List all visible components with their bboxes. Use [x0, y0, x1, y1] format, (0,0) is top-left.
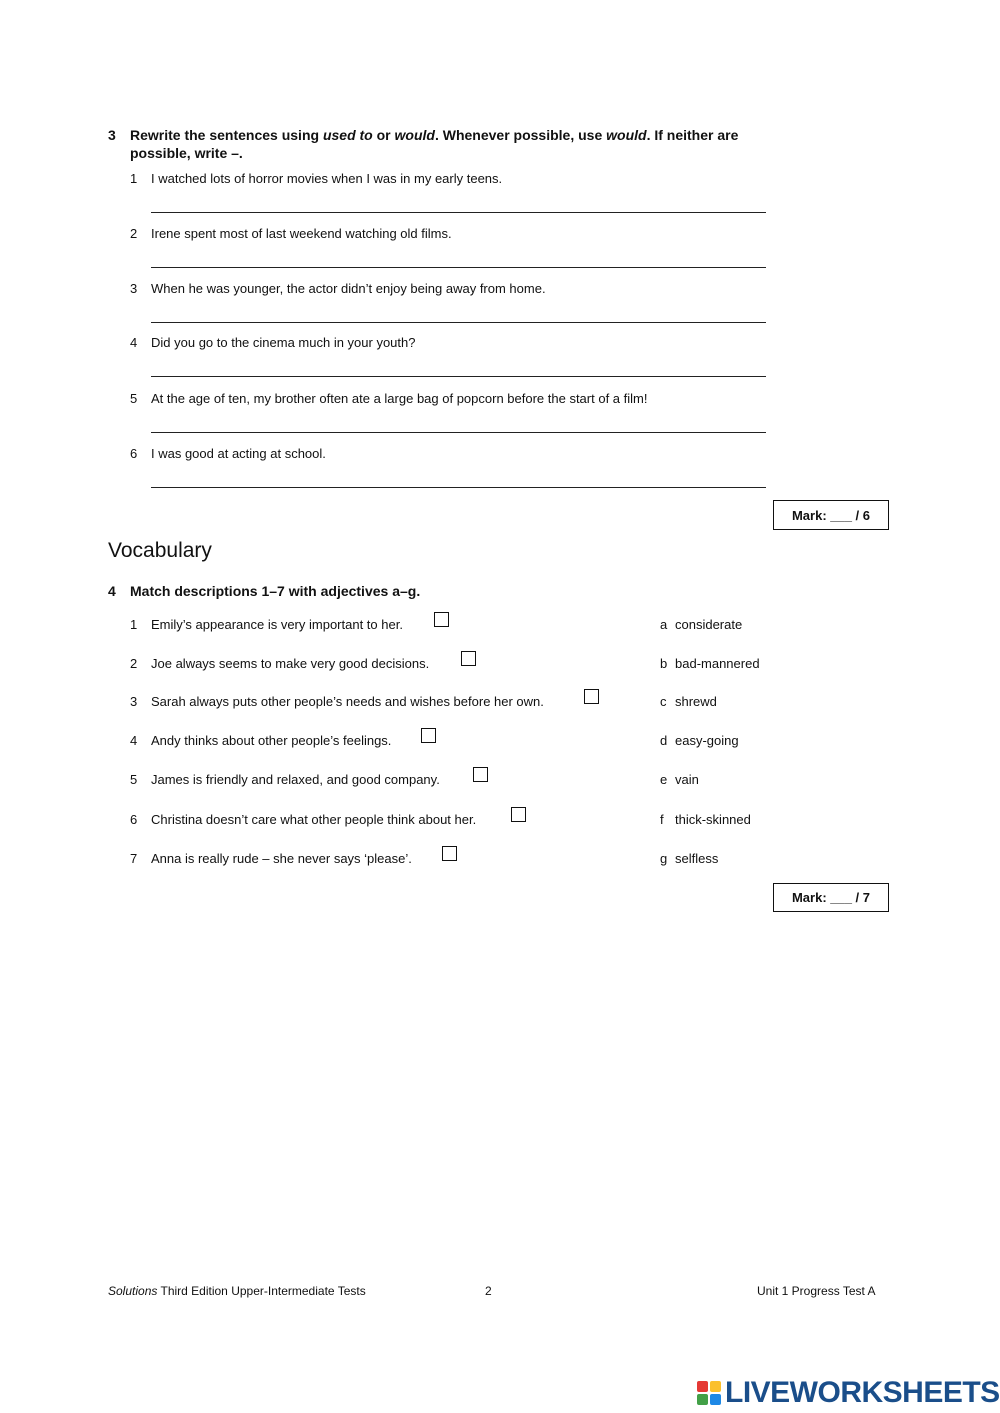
option-word: easy-going	[675, 733, 739, 748]
footer-book-title-rest: Third Edition Upper-Intermediate Tests	[157, 1284, 366, 1298]
item-number: 6	[130, 446, 138, 461]
answer-line[interactable]	[151, 267, 766, 268]
option-a	[660, 617, 742, 632]
item-number: 1	[130, 171, 138, 186]
question-3-instruction-line2: possible, write –.	[130, 145, 243, 161]
answer-line[interactable]	[151, 212, 766, 213]
answer-line[interactable]	[151, 322, 766, 323]
logo-text: LIVEWORKSHEETS	[725, 1376, 1000, 1409]
item-number: 3	[130, 281, 138, 296]
answer-box[interactable]	[434, 612, 449, 627]
logo-block-yellow	[710, 1381, 721, 1392]
option-letter: a	[660, 617, 668, 632]
item-number: 4	[130, 733, 138, 748]
instruction-segment: or	[372, 127, 395, 143]
answer-box[interactable]	[442, 846, 457, 861]
item-description: Sarah always puts other people’s needs and wishes before her own.	[151, 694, 544, 709]
answer-box[interactable]	[511, 807, 526, 822]
item-number: 2	[130, 656, 138, 671]
answer-line[interactable]	[151, 432, 766, 433]
logo-block-red	[697, 1381, 708, 1392]
item-description: Anna is really rude – she never says ‘please’.	[151, 851, 412, 866]
option-b	[660, 656, 760, 671]
item-number: 5	[130, 772, 138, 787]
instruction-segment: Rewrite the sentences using	[130, 127, 323, 143]
item-description: Christina doesn’t care what other people think about her.	[151, 812, 477, 827]
option-f	[660, 812, 751, 827]
item-sentence: I was good at acting at school.	[151, 446, 326, 461]
instruction-segment: would	[606, 127, 647, 143]
option-word: thick-skinned	[675, 812, 751, 827]
question-3-mark-box: Mark: ___ / 6	[773, 500, 889, 530]
option-word: selfless	[675, 851, 719, 866]
item-number: 2	[130, 226, 138, 241]
vocabulary-heading: Vocabulary	[108, 539, 212, 562]
item-description: James is friendly and relaxed, and good company.	[151, 772, 440, 787]
item-number: 7	[130, 851, 138, 866]
item-number: 5	[130, 391, 138, 406]
liveworksheets-logo[interactable]	[697, 1376, 1000, 1410]
footer-test-name: Unit 1 Progress Test A	[757, 1284, 876, 1298]
question-4-number: 4	[108, 583, 116, 599]
option-word: vain	[675, 772, 699, 787]
option-letter: c	[660, 694, 667, 709]
item-sentence: Did you go to the cinema much in your youth?	[151, 335, 416, 350]
answer-box[interactable]	[473, 767, 488, 782]
question-3-instruction	[130, 126, 830, 162]
item-sentence: I watched lots of horror movies when I was in my early teens.	[151, 171, 503, 186]
option-g	[660, 851, 718, 866]
logo-blocks-icon	[697, 1381, 721, 1405]
answer-box[interactable]	[461, 651, 476, 666]
item-number: 3	[130, 694, 138, 709]
option-c	[660, 694, 717, 709]
item-number: 6	[130, 812, 138, 827]
option-letter: b	[660, 656, 668, 671]
question-4-mark-box: Mark: ___ / 7	[773, 883, 889, 912]
question-4-instruction: Match descriptions 1–7 with adjectives a–g.	[130, 583, 421, 599]
footer-book-title	[108, 1284, 366, 1298]
option-d	[660, 733, 739, 748]
option-letter: d	[660, 733, 668, 748]
answer-line[interactable]	[151, 487, 766, 488]
item-description: Emily’s appearance is very important to her.	[151, 617, 403, 632]
answer-line[interactable]	[151, 376, 766, 377]
footer-book-title-italic: Solutions	[108, 1284, 158, 1298]
instruction-segment: . Whenever possible, use	[434, 127, 607, 143]
option-letter: e	[660, 772, 668, 787]
question-3-number: 3	[108, 127, 116, 143]
question-3-instruction-line1	[130, 126, 830, 144]
answer-box[interactable]	[421, 728, 436, 743]
item-sentence: When he was younger, the actor didn’t enjoy being away from home.	[151, 281, 546, 296]
instruction-segment: . If neither are	[646, 127, 739, 143]
footer-page-number: 2	[485, 1284, 492, 1298]
option-word: considerate	[675, 617, 743, 632]
answer-box[interactable]	[584, 689, 599, 704]
instruction-segment: used to	[322, 127, 373, 143]
option-letter: g	[660, 851, 668, 866]
item-sentence: At the age of ten, my brother often ate a large bag of popcorn before the start of a film!	[151, 391, 648, 406]
item-number: 4	[130, 335, 138, 350]
logo-block-blue	[710, 1394, 721, 1405]
option-word: shrewd	[675, 694, 717, 709]
item-description: Joe always seems to make very good decisions.	[151, 656, 430, 671]
logo-block-green	[697, 1394, 708, 1405]
option-letter: f	[660, 812, 664, 827]
item-sentence: Irene spent most of last weekend watching old films.	[151, 226, 452, 241]
item-number: 1	[130, 617, 138, 632]
item-description: Andy thinks about other people’s feelings.	[151, 733, 392, 748]
option-e	[660, 772, 699, 787]
option-word: bad-mannered	[675, 656, 760, 671]
instruction-segment: would	[394, 127, 435, 143]
